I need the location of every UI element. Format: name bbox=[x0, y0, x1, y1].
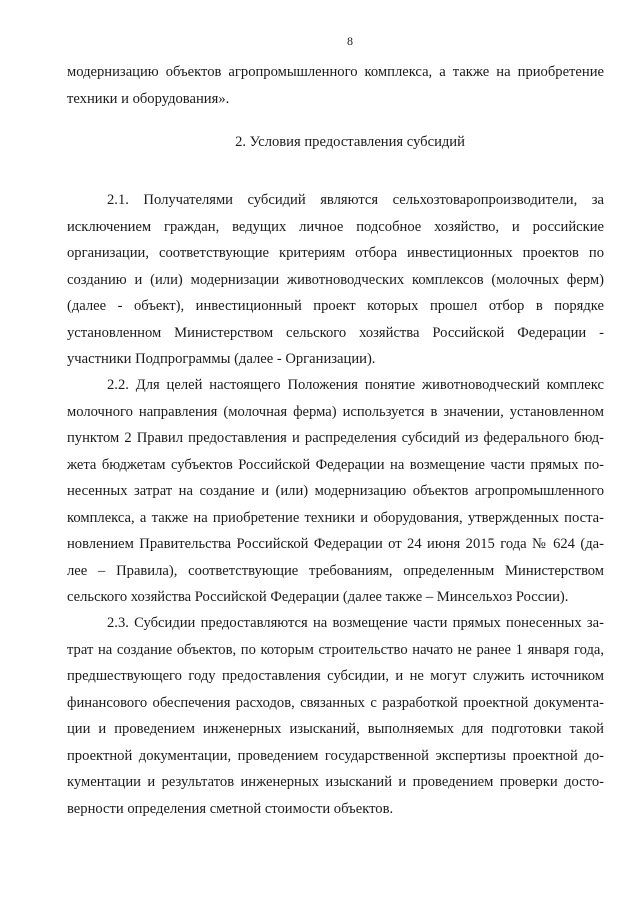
paragraph-line: организации, соответствующие критериям отбора инвестиционных проектов по bbox=[67, 245, 604, 261]
paragraph-line: предшествующего году предоставления субсидии, и не могут служить источником bbox=[67, 668, 604, 684]
paragraph-line: несенных затрат на создание и (или) модернизацию объектов агропромышленного bbox=[67, 483, 604, 499]
paragraph-line: финансового обеспечения расходов, связанных с разработкой проектной документа- bbox=[67, 694, 604, 711]
paragraph-line: комплекса, а также на приобретение техники и оборудования, утвержденных поста- bbox=[67, 509, 604, 526]
paragraph-line: лее – Правила), соответствующие требованиям, определенным Министерством bbox=[67, 562, 604, 579]
paragraph-line: ции и проведением инженерных изысканий, выполняемых для подготовки такой bbox=[67, 721, 604, 737]
paragraph-line: сельского хозяйства Российской Федерации (далее также – Минсельхоз России). bbox=[67, 589, 569, 605]
paragraph-line: созданию и (или) модернизации животноводческих комплексов (молочных ферм) bbox=[67, 271, 604, 288]
paragraph-line: (далее - объект), инвестиционный проект которых прошел отбор в порядке bbox=[67, 298, 604, 314]
paragraph-line: верности определения сметной стоимости объектов. bbox=[67, 800, 394, 817]
paragraph-2-1 bbox=[67, 187, 604, 373]
paragraph-line: новлением Правительства Российской Федерации от 24 июня 2015 года № 624 (да- bbox=[67, 536, 604, 552]
paragraph-line: кументации и результатов инженерных изысканий и проведением проверки досто- bbox=[67, 774, 604, 790]
paragraph-line: жета бюджетам субъектов Российской Федерации на возмещение части прямых по- bbox=[67, 456, 604, 473]
paragraph-2-3 bbox=[67, 610, 604, 822]
intro-line: модернизацию объектов агропромышленного комплекса, а также на приобретение bbox=[67, 64, 604, 80]
paragraph-2-2 bbox=[67, 372, 604, 611]
paragraph-line: пунктом 2 Правил предоставления и распределения субсидий из федерального бюд- bbox=[67, 430, 604, 446]
paragraph-line: участники Подпрограммы (далее - Организации). bbox=[67, 351, 376, 367]
paragraph-line: 2.3. Субсидии предоставляются на возмещение части прямых понесенных за- bbox=[107, 615, 604, 631]
page-number: 8 bbox=[347, 34, 353, 48]
paragraph-line: исключением граждан, ведущих личное подсобное хозяйство, и российские bbox=[67, 218, 604, 235]
paragraph-line: трат на создание объектов, по которым строительство начато не ранее 1 января года, bbox=[67, 641, 604, 658]
paragraph-line: молочного направления (молочная ферма) используется в значении, установленном bbox=[67, 403, 604, 420]
intro-line: техники и оборудования». bbox=[67, 90, 230, 107]
paragraph-line: проектной документации, проведением государственной экспертизы проектной до- bbox=[67, 747, 604, 764]
intro-paragraph bbox=[67, 59, 604, 112]
paragraph-line: 2.1. Получателями субсидий являются сельхозтоваропроизводители, за bbox=[107, 192, 604, 208]
section-heading: 2. Условия предоставления субсидий bbox=[235, 134, 465, 150]
paragraph-line: 2.2. Для целей настоящего Положения понятие животноводческий комплекс bbox=[107, 377, 604, 393]
paragraph-line: установленном Министерством сельского хозяйства Российской Федерации - bbox=[67, 324, 604, 341]
